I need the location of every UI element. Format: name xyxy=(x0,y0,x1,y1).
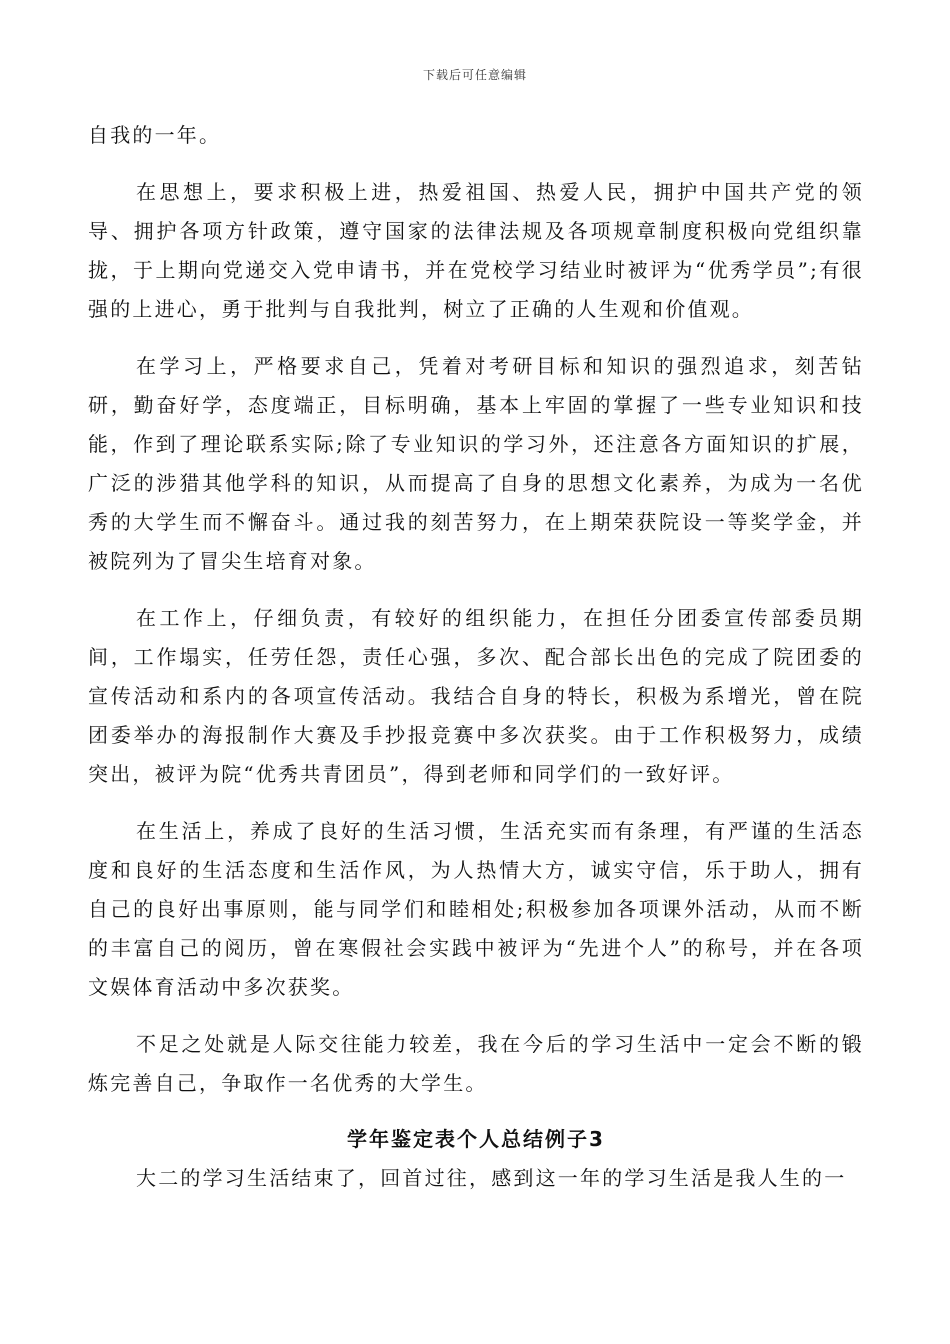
document-body xyxy=(88,116,864,1198)
section-heading: 学年鉴定表个人总结例子3 xyxy=(347,1127,605,1151)
paragraph-thought: 在思想上，要求积极上进，热爱祖国、热爱人民，拥护中国共产党的领导、拥护各项方针政策，遵守国家的法律法规及各项规章制度积极向党组织靠拢，于上期向党递交入党申请书，并在党校学习结业时被评为“优秀学员”;有很强的上进心，勇于批判与自我批判，树立了正确的人生观和价值观。 xyxy=(88,180,864,321)
paragraph-continuation: 自我的一年。 xyxy=(88,123,222,147)
paragraph-life: 在生活上，养成了良好的生活习惯，生活充实而有条理，有严谨的生活态度和良好的生活态度和生活作风，为人热情大方，诚实守信，乐于助人，拥有自己的良好出事原则，能与同学们和睦相处;积极参加各项课外活动，从而不断的丰富自己的阅历，曾在寒假社会实践中被评为“先进个人”的称号，并在各项文娱体育活动中多次获奖。 xyxy=(88,819,864,999)
paragraph-shortcomings: 不足之处就是人际交往能力较差，我在今后的学习生活中一定会不断的锻炼完善自己，争取作一名优秀的大学生。 xyxy=(88,1032,864,1095)
header-note: 下载后可任意编辑 xyxy=(422,68,527,82)
paragraph-work: 在工作上，仔细负责，有较好的组织能力，在担任分团委宣传部委员期间，工作塌实，任劳任怨，责任心强，多次、配合部长出色的完成了院团委的宣传活动和系内的各项宣传活动。我结合自身的特长，积极为系增光，曾在院团委举办的海报制作大赛及手抄报竞赛中多次获奖。由于工作积极努力，成绩突出，被评为院“优秀共青团员”，得到老师和同学们的一致好评。 xyxy=(88,606,864,786)
paragraph-study: 在学习上，严格要求自己，凭着对考研目标和知识的强烈追求，刻苦钻研，勤奋好学，态度端正，目标明确，基本上牢固的掌握了一些专业知识和技能，作到了理论联系实际;除了专业知识的学习外，还注意各方面知识的扩展，广泛的涉猎其他学科的知识，从而提高了自身的思想文化素养，为成为一名优秀的大学生而不懈奋斗。通过我的刻苦努力，在上期荣获院设一等奖学金，并被院列为了冒尖生培育对象。 xyxy=(88,354,864,573)
paragraph-final: 大二的学习生活结束了，回首过往，感到这一年的学习生活是我人生的一 xyxy=(136,1166,847,1190)
